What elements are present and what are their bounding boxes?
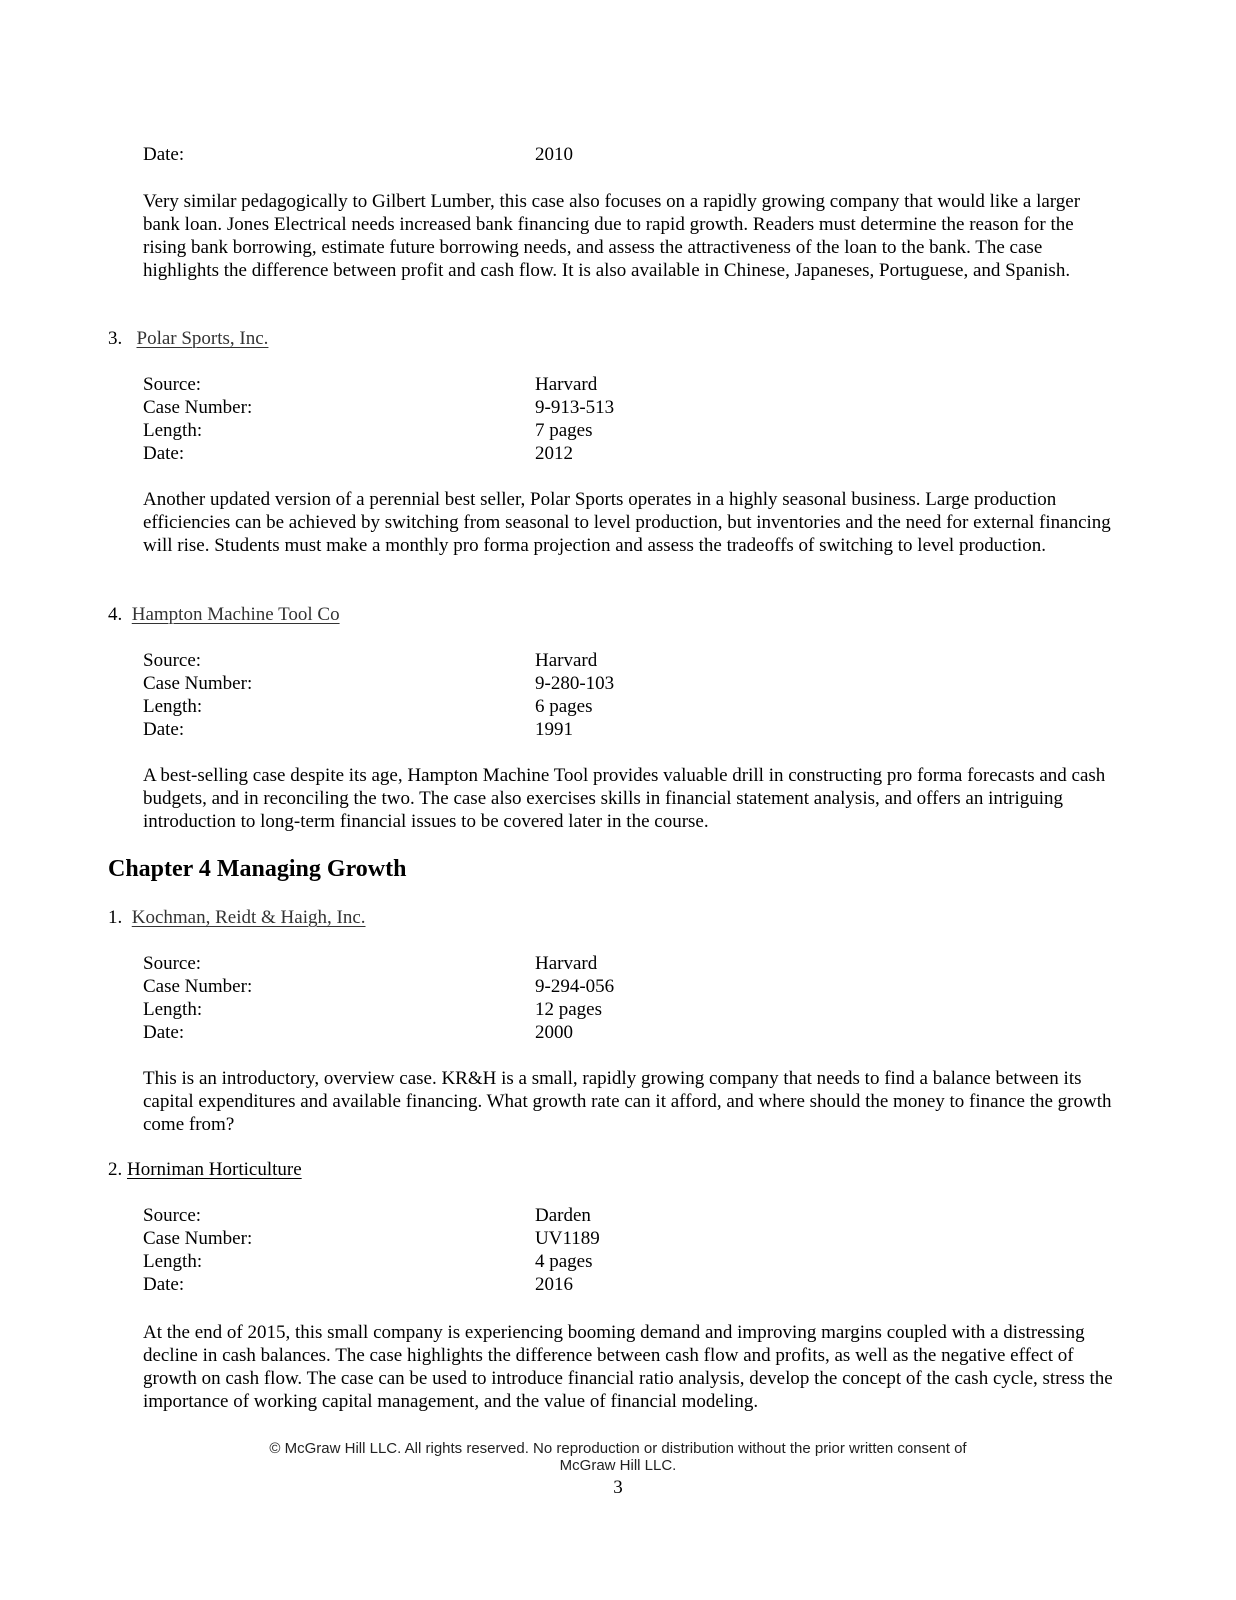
source-label: Source: bbox=[143, 953, 202, 974]
date-label: Date: bbox=[143, 1022, 185, 1043]
case-number-marker: 1. bbox=[108, 907, 123, 928]
case-item-hampton-machine-tool bbox=[108, 603, 340, 626]
date-value: 2012 bbox=[535, 443, 573, 464]
length-value: 12 pages bbox=[535, 999, 603, 1020]
source-value: Darden bbox=[535, 1205, 591, 1226]
copyright-line: McGraw Hill LLC. bbox=[559, 1457, 677, 1474]
case-title-link[interactable]: Polar Sports, Inc. bbox=[136, 328, 269, 349]
case-number-value: UV1189 bbox=[535, 1228, 600, 1249]
case-description: Another updated version of a perennial best seller, Polar Sports operates in a highly seasonal business. Large production efficiencies can be achieved by switching from seasonal to level production, but inventories and the need for external financing will rise. Students must make a monthly pro forma projection and assess the tradeoffs of switching to level production. bbox=[143, 489, 1111, 556]
page-number: 3 bbox=[613, 1477, 623, 1498]
case-item-polar-sports bbox=[108, 327, 268, 350]
case-number-value: 9-294-056 bbox=[535, 976, 615, 997]
chapter-heading: Chapter 4 Managing Growth bbox=[108, 856, 407, 882]
date-label: Date: bbox=[143, 144, 185, 165]
case-number-value: 9-280-103 bbox=[535, 673, 615, 694]
length-label: Length: bbox=[143, 696, 203, 717]
case-number-marker: 2. bbox=[108, 1159, 123, 1180]
case-title-link[interactable]: Kochman, Reidt & Haigh, Inc. bbox=[131, 907, 366, 928]
case-number-label: Case Number: bbox=[143, 673, 253, 694]
length-label: Length: bbox=[143, 999, 203, 1020]
length-value: 7 pages bbox=[535, 420, 593, 441]
case-title-link[interactable]: Hampton Machine Tool Co bbox=[131, 604, 340, 625]
length-value: 6 pages bbox=[535, 696, 593, 717]
date-label: Date: bbox=[143, 1274, 185, 1295]
case-number-marker: 4. bbox=[108, 604, 123, 625]
case-title-link[interactable]: Horniman Horticulture bbox=[127, 1159, 302, 1180]
source-value: Harvard bbox=[535, 650, 598, 671]
source-value: Harvard bbox=[535, 953, 598, 974]
case-description: At the end of 2015, this small company is experiencing booming demand and improving margins coupled with a distressing decline in cash balances. The case highlights the difference between cash flow and profits, as well as the negative effect of growth on cash flow. The case can be used to introduce financial ratio analysis, develop the concept of the cash cycle, stress the importance of working capital management, and the value of financial modeling. bbox=[143, 1322, 1113, 1412]
case-description: This is an introductory, overview case. KR&H is a small, rapidly growing company that needs to find a balance between its capital expenditures and available financing. What growth rate can it afford, and where should the money to finance the growth come from? bbox=[143, 1068, 1112, 1135]
case-number-label: Case Number: bbox=[143, 976, 253, 997]
date-label: Date: bbox=[143, 719, 185, 740]
date-value: 2016 bbox=[535, 1274, 573, 1295]
case-number-label: Case Number: bbox=[143, 1228, 253, 1249]
date-value: 1991 bbox=[535, 719, 573, 740]
case-description: Very similar pedagogically to Gilbert Lumber, this case also focuses on a rapidly growing company that would like a larger bank loan. Jones Electrical needs increased bank financing due to rapid growth. Readers must determine the reason for the rising bank borrowing, estimate future borrowing needs, and assess the attractiveness of the loan to the bank. The case highlights the difference between profit and cash flow. It is also available in Chinese, Japaneses, Portuguese, and Spanish. bbox=[143, 191, 1081, 281]
source-label: Source: bbox=[143, 1205, 202, 1226]
date-value: 2010 bbox=[535, 144, 573, 165]
source-label: Source: bbox=[143, 650, 202, 671]
date-value: 2000 bbox=[535, 1022, 573, 1043]
case-number-marker: 3. bbox=[108, 328, 123, 349]
copyright-footer bbox=[218, 1440, 1018, 1474]
source-label: Source: bbox=[143, 374, 202, 395]
case-item-horniman-horticulture bbox=[108, 1158, 302, 1181]
case-number-value: 9-913-513 bbox=[535, 397, 615, 418]
length-label: Length: bbox=[143, 1251, 203, 1272]
case-number-label: Case Number: bbox=[143, 397, 253, 418]
source-value: Harvard bbox=[535, 374, 598, 395]
case-description: A best-selling case despite its age, Hampton Machine Tool provides valuable drill in constructing pro forma forecasts and cash budgets, and in reconciling the two. The case also exercises skills in financial statement analysis, and offers an intriguing introduction to long-term financial issues to be covered later in the course. bbox=[143, 765, 1106, 832]
date-label: Date: bbox=[143, 443, 185, 464]
case-item-kochman-reidt-haigh bbox=[108, 906, 366, 929]
length-label: Length: bbox=[143, 420, 203, 441]
length-value: 4 pages bbox=[535, 1251, 593, 1272]
copyright-line: © McGraw Hill LLC. All rights reserved. No reproduction or distribution without the prior written consent of bbox=[269, 1440, 967, 1457]
